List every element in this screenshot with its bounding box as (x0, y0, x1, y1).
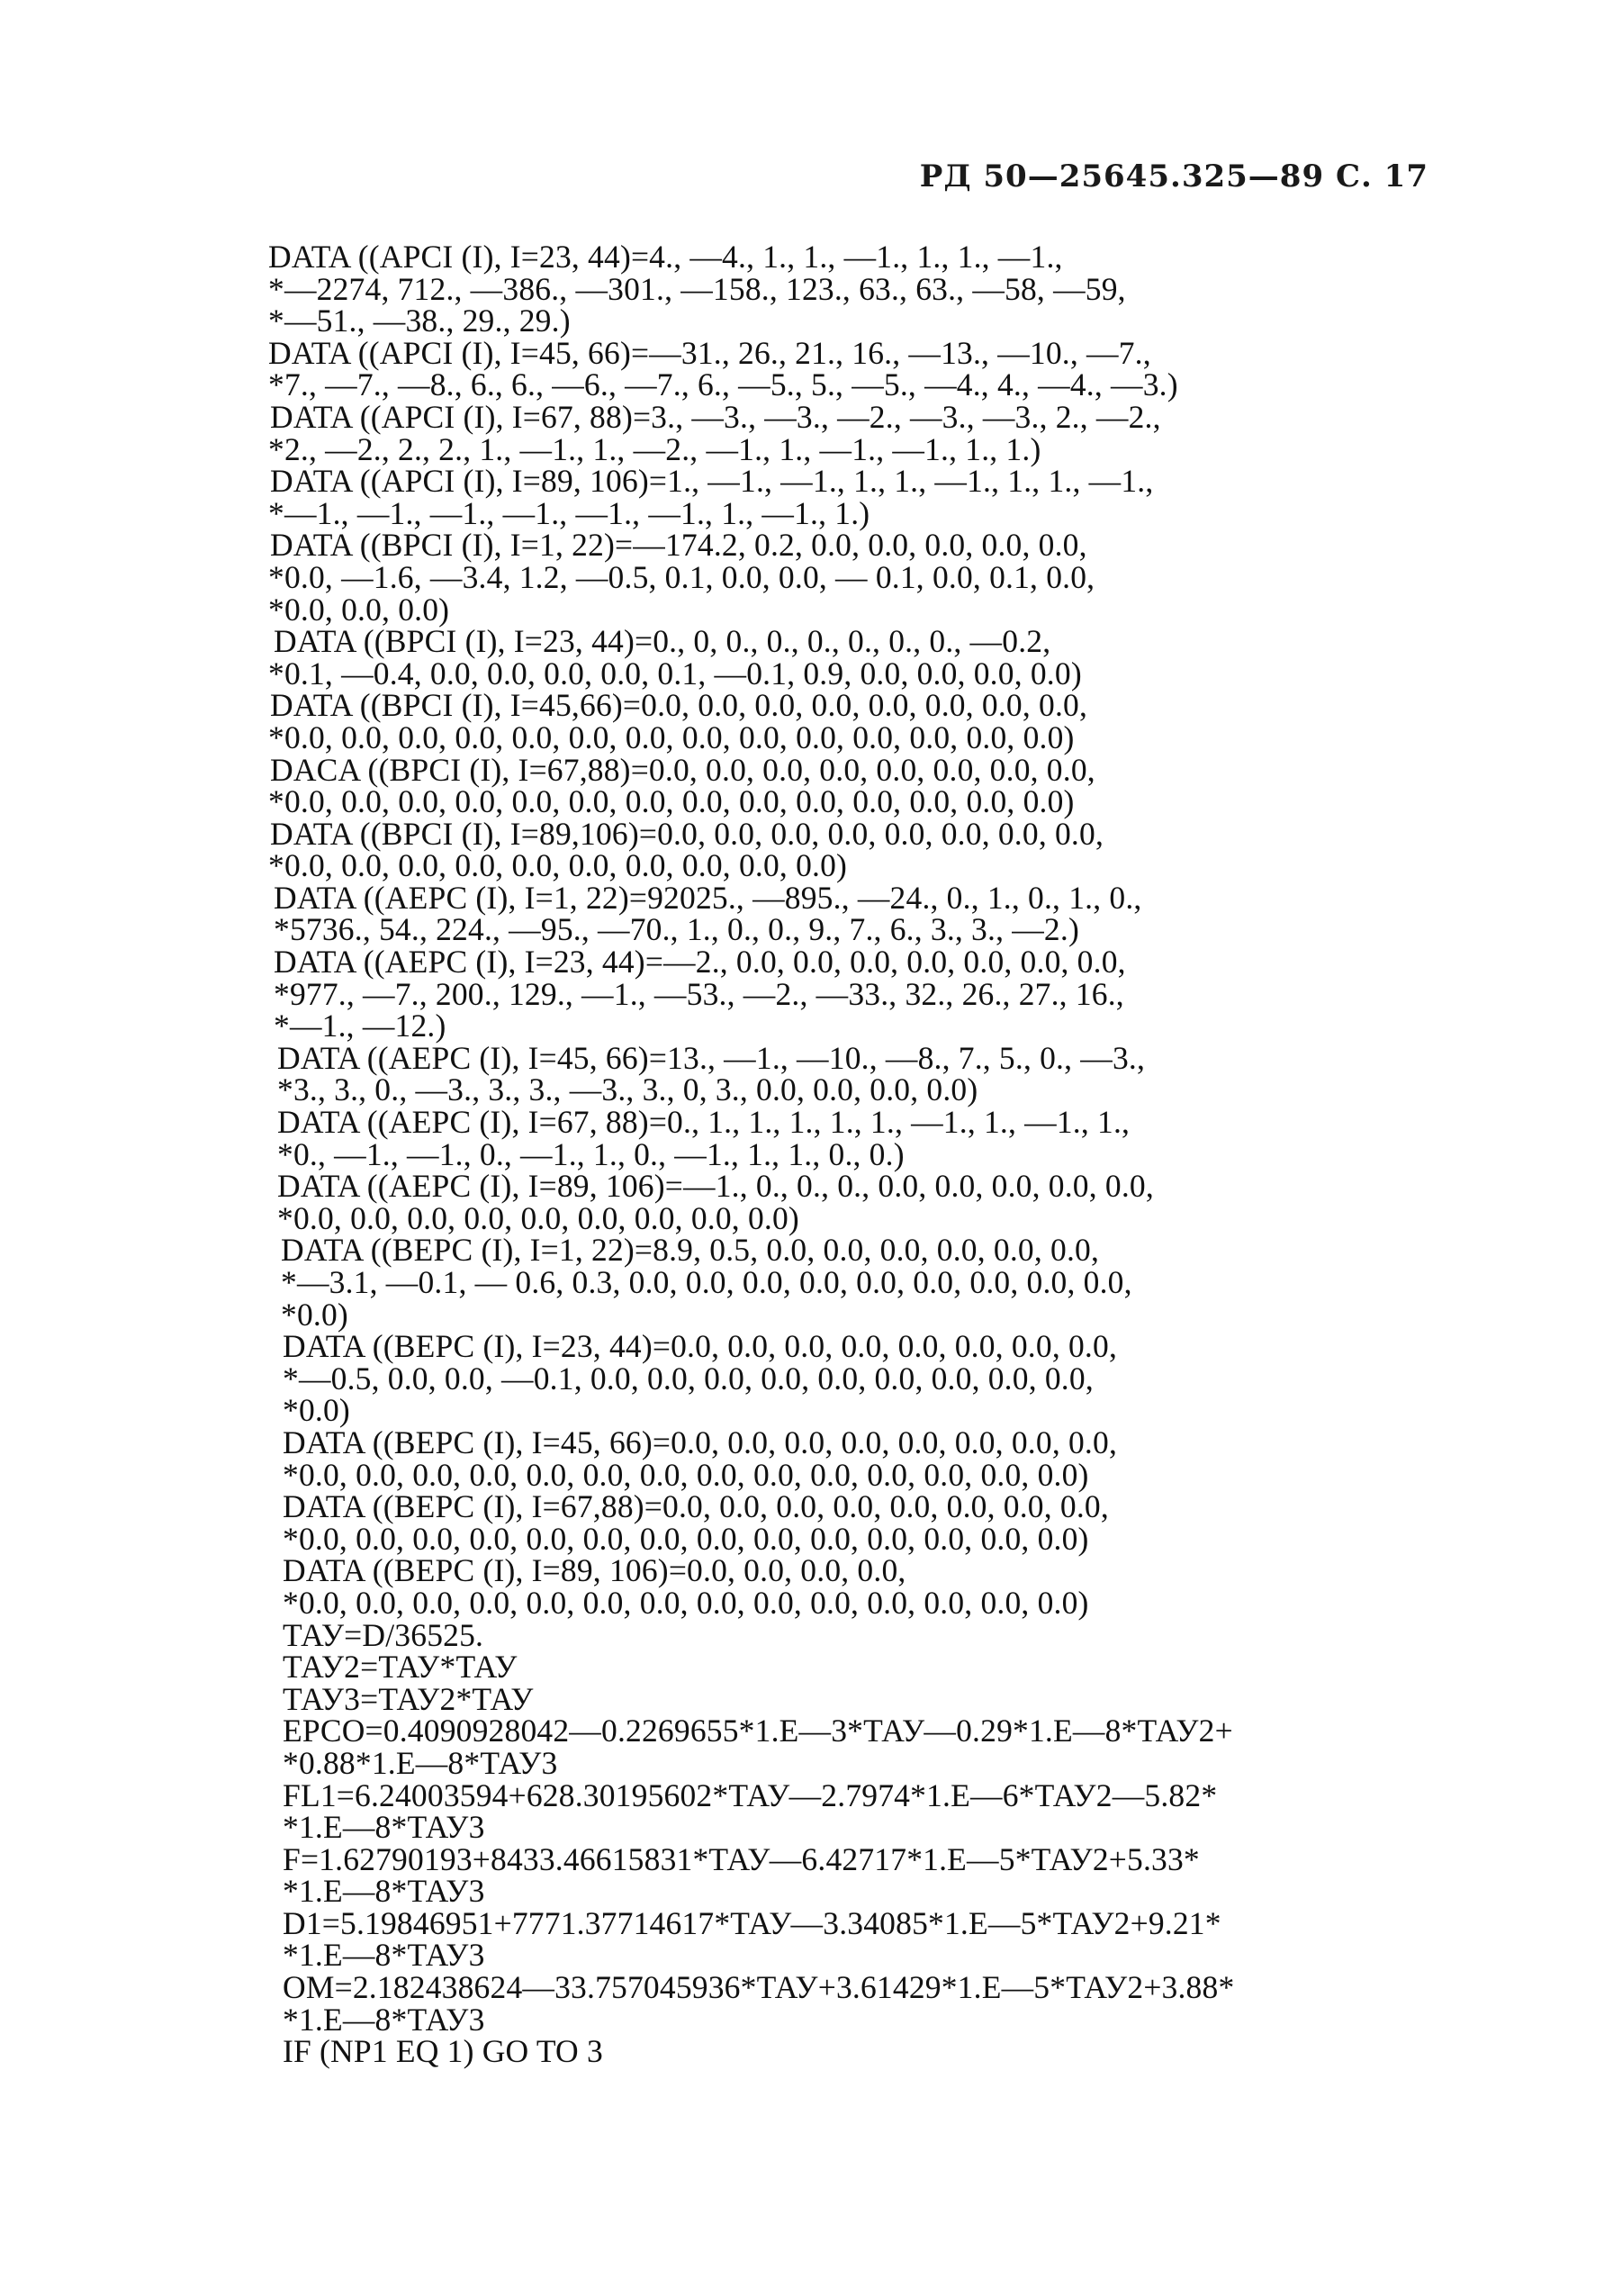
code-line: *1.E—8*ТАУ3 (283, 1937, 485, 1974)
code-line: DATA ((BEPC (I), I=67,88)=0.0, 0.0, 0.0, 0.0, 0.0, 0.0, 0.0, 0.0, (283, 1488, 1109, 1525)
code-line: ТАУ=D/36525. (283, 1616, 484, 1653)
code-line: *0.0, 0.0, 0.0, 0.0, 0.0, 0.0, 0.0, 0.0, 0.0, 0.0, 0.0, 0.0, 0.0, 0.0) (283, 1520, 1089, 1557)
code-line: *—1., —1., —1., —1., —1., —1., 1., —1., 1.) (268, 494, 870, 531)
code-line: DATA ((AEPC (I), I=45, 66)=13., —1., —10., —8., 7., 5., 0., —3., (277, 1039, 1146, 1076)
code-line: *5736., 54., 224., —95., —70., 1., 0., 0., 9., 7., 6., 3., 3., —2.) (274, 911, 1079, 948)
code-line: D1=5.19846951+7771.37714617*ТАУ—3.34085*1.E—5*ТАУ2+9.21* (283, 1904, 1221, 1941)
code-line: DATA ((APCI (I), I=23, 44)=4., —4., 1., 1., —1., 1., 1., —1., (268, 239, 1063, 275)
code-line: *1.E—8*ТАУ3 (283, 2001, 485, 2038)
code-line: *977., —7., 200., 129., —1., —53., —2., —33., 32., 26., 27., 16., (274, 975, 1124, 1012)
code-listing (268, 241, 1429, 2068)
code-line: *2., —2., 2., 2., 1., —1., 1., —2., —1., 1., —1., —1., 1., 1.) (268, 430, 1041, 467)
code-line: DATA ((BEPC (I), I=45, 66)=0.0, 0.0, 0.0, 0.0, 0.0, 0.0, 0.0, 0.0, (283, 1424, 1118, 1460)
code-line: DATA ((APCI (I), I=67, 88)=3., —3., —3., —2., —3., —3., 2., —2., (270, 398, 1161, 435)
code-line: DATA ((BPCI (I), I=45,66)=0.0, 0.0, 0.0, 0.0, 0.0, 0.0, 0.0, 0.0, (270, 687, 1088, 724)
code-line: ТАУ3=ТАУ2*ТАУ (283, 1680, 534, 1717)
code-line: F=1.62790193+8433.46615831*ТАУ—6.42717*1.E—5*ТАУ2+5.33* (283, 1840, 1200, 1877)
code-line: *0.0) (281, 1296, 348, 1333)
code-line: *0.88*1.E—8*ТАУ3 (283, 1744, 558, 1781)
code-line: DACA ((BPCI (I), I=67,88)=0.0, 0.0, 0.0, 0.0, 0.0, 0.0, 0.0, 0.0, (270, 751, 1095, 788)
code-line: DATA ((APCI (I), I=89, 106)=1., —1., —1., 1., 1., —1., 1., 1., —1., (270, 463, 1154, 500)
code-line: DATA ((BEPC (I), I=1, 22)=8.9, 0.5, 0.0, 0.0, 0.0, 0.0, 0.0, 0.0, (281, 1232, 1100, 1269)
code-line: *3., 3., 0., —3., 3., 3., —3., 3., 0, 3., 0.0, 0.0, 0.0, 0.0) (277, 1071, 978, 1108)
code-line: *0., —1., —1., 0., —1., 1., 0., —1., 1., 1., 0., 0.) (277, 1135, 905, 1172)
code-line: *—3.1, —0.1, — 0.6, 0.3, 0.0, 0.0, 0.0, 0.0, 0.0, 0.0, 0.0, 0.0, 0.0, (281, 1264, 1132, 1300)
code-line: *0.0, 0.0, 0.0, 0.0, 0.0, 0.0, 0.0, 0.0, 0.0, 0.0) (268, 847, 848, 884)
code-line: DATA ((AEPC (I), I=1, 22)=92025., —895., —24., 0., 1., 0., 1., 0., (274, 879, 1142, 916)
code-line: IF (NP1 EQ 1) GO TO 3 (283, 2033, 603, 2070)
code-line: *1.E—8*ТАУ3 (283, 1873, 485, 1910)
code-line: *—51., —38., 29., 29.) (268, 303, 571, 339)
code-line: *—2274, 712., —386., —301., —158., 123., 63., 63., —58, —59, (268, 270, 1126, 307)
code-line: DATA ((BPCI (I), I=1, 22)=—174.2, 0.2, 0.0, 0.0, 0.0, 0.0, 0.0, (270, 527, 1087, 564)
code-line: *7., —7., —8., 6., 6., —6., —7., 6., —5., 5., —5., —4., 4., —4., —3.) (268, 366, 1178, 403)
code-line: OM=2.182438624—33.757045936*ТАУ+3.61429*1.E—5*ТАУ2+3.88* (283, 1969, 1235, 2006)
code-line: DATA ((AEPC (I), I=89, 106)=—1., 0., 0., 0., 0.0, 0.0, 0.0, 0.0, 0.0, (277, 1168, 1154, 1205)
code-line: DATA ((APCI (I), I=45, 66)=—31., 26., 21., 16., —13., —10., —7., (268, 334, 1151, 371)
code-line: *0.0, 0.0, 0.0, 0.0, 0.0, 0.0, 0.0, 0.0, 0.0) (277, 1199, 799, 1236)
code-line: DATA ((AEPC (I), I=23, 44)=—2., 0.0, 0.0, 0.0, 0.0, 0.0, 0.0, 0.0, (274, 944, 1126, 981)
code-line: *0.0, 0.0, 0.0, 0.0, 0.0, 0.0, 0.0, 0.0, 0.0, 0.0, 0.0, 0.0, 0.0, 0.0) (268, 783, 1075, 820)
code-line: DATA ((AEPC (I), I=67, 88)=0., 1., 1., 1., 1., 1., —1., 1., —1., 1., (277, 1104, 1131, 1141)
code-line: *0.0, 0.0, 0.0, 0.0, 0.0, 0.0, 0.0, 0.0, 0.0, 0.0, 0.0, 0.0, 0.0, 0.0) (283, 1584, 1089, 1621)
code-line: *—1., —12.) (274, 1008, 446, 1044)
code-line: EPCO=0.4090928042—0.2269655*1.E—3*ТАУ—0.29*1.E—8*ТАУ2+ (283, 1713, 1233, 1749)
code-line: *0.0) (283, 1392, 350, 1429)
code-line: *0.0, —1.6, —3.4, 1.2, —0.5, 0.1, 0.0, 0.0, — 0.1, 0.0, 0.1, 0.0, (268, 558, 1095, 595)
code-line: *0.1, —0.4, 0.0, 0.0, 0.0, 0.0, 0.1, —0.1, 0.9, 0.0, 0.0, 0.0, 0.0) (268, 655, 1082, 692)
code-line: *—0.5, 0.0, 0.0, —0.1, 0.0, 0.0, 0.0, 0.0, 0.0, 0.0, 0.0, 0.0, 0.0, (283, 1360, 1094, 1397)
code-line: *1.E—8*ТАУ3 (283, 1809, 485, 1846)
code-line: DATA ((BEPC (I), I=23, 44)=0.0, 0.0, 0.0, 0.0, 0.0, 0.0, 0.0, 0.0, (283, 1328, 1118, 1365)
page-header: РД 50—25645.325—89 С. 17 (919, 158, 1428, 194)
code-line: DATA ((BEPC (I), I=89, 106)=0.0, 0.0, 0.0, 0.0, (283, 1552, 906, 1589)
code-line: DATA ((BPCI (I), I=89,106)=0.0, 0.0, 0.0, 0.0, 0.0, 0.0, 0.0, 0.0, (270, 815, 1104, 852)
code-line: DATA ((BPCI (I), I=23, 44)=0., 0, 0., 0., 0., 0., 0., 0., —0.2, (274, 623, 1051, 660)
code-line: *0.0, 0.0, 0.0) (268, 591, 450, 628)
code-line: *0.0, 0.0, 0.0, 0.0, 0.0, 0.0, 0.0, 0.0, 0.0, 0.0, 0.0, 0.0, 0.0, 0.0) (268, 719, 1075, 755)
code-line: ТАУ2=ТАУ*ТАУ (283, 1649, 518, 1686)
code-line: *0.0, 0.0, 0.0, 0.0, 0.0, 0.0, 0.0, 0.0, 0.0, 0.0, 0.0, 0.0, 0.0, 0.0) (283, 1456, 1089, 1493)
code-line: FL1=6.24003594+628.30195602*ТАУ—2.7974*1.E—6*ТАУ2—5.82* (283, 1776, 1218, 1813)
